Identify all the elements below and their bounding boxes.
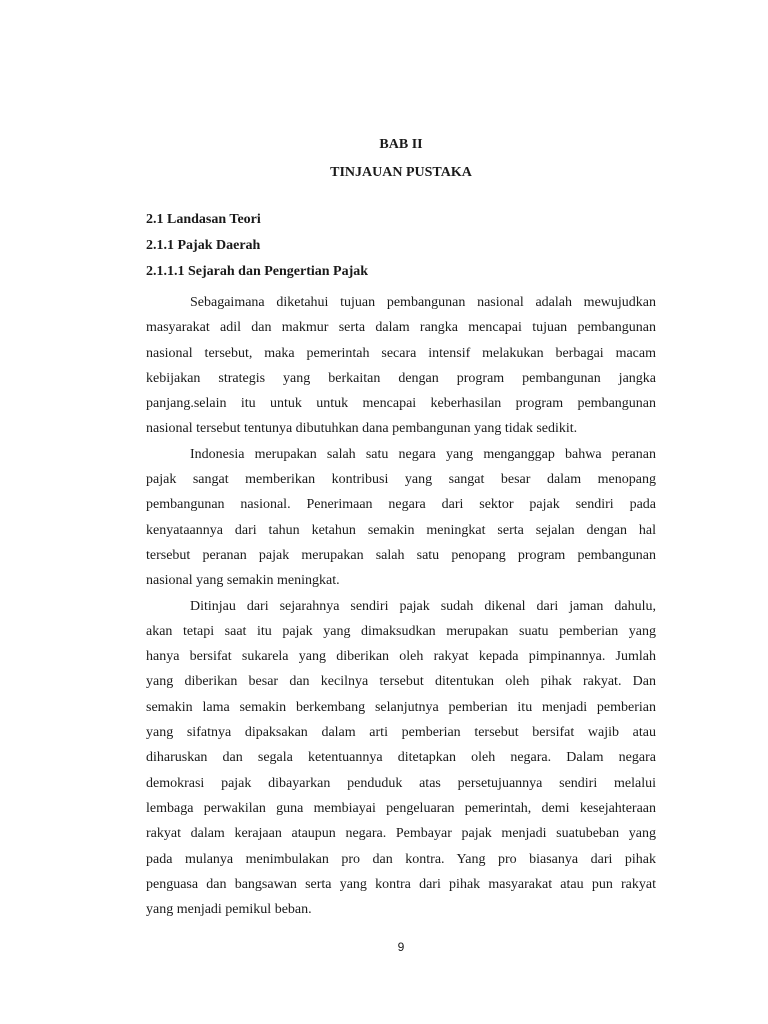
page-number: 9 [397,940,405,954]
paragraph-line: pajak sangat memberikan kontribusi yang sangat besar dalam menopang [146,472,656,488]
chapter-number: BAB II [379,137,423,152]
paragraph-3 [146,594,656,923]
paragraph-line: akan tetapi saat itu pajak yang dimaksudkan merupakan suatu pemberian yang [146,623,656,639]
section-heading-2-1: 2.1 Landasan Teori [146,212,261,227]
paragraph-line: rakyat dalam kerajaan ataupun negara. Pembayar pajak menjadi suatubeban yang [146,826,656,842]
paragraph-line: nasional tersebut tentunya dibutuhkan dana pembangunan yang tidak sedikit. [146,421,578,437]
paragraph-line: pembangunan nasional. Penerimaan negara dari sektor pajak sendiri pada [146,497,656,513]
paragraph-line: masyarakat adil dan makmur serta dalam rangka mencapai tujuan pembangunan [146,320,656,336]
paragraph-line: yang diberikan besar dan kecilnya tersebut ditentukan oleh pihak rakyat. Dan [146,674,656,690]
paragraph-line: penguasa dan bangsawan serta yang kontra dari pihak masyarakat atau pun rakyat [146,876,656,892]
paragraph-line: pada mulanya menimbulakan pro dan kontra. Yang pro biasanya dari pihak [146,851,656,867]
paragraph-line: Sebagaimana diketahui tujuan pembangunan nasional adalah mewujudkan [190,295,656,310]
section-heading-2-1-1: 2.1.1 Pajak Daerah [146,238,261,253]
paragraph-line: Ditinjau dari sejarahnya sendiri pajak sudah dikenal dari jaman dahulu, [190,598,656,614]
paragraph-line: semakin lama semakin berkembang selanjutnya pemberian itu menjadi pemberian [146,699,656,715]
chapter-title: TINJAUAN PUSTAKA [330,165,472,180]
paragraph-line: tersebut peranan pajak merupakan salah satu penopang program pembangunan [146,547,656,563]
paragraph-1 [146,290,656,442]
paragraph-line: Indonesia merupakan salah satu negara yang menganggap bahwa peranan [190,446,656,462]
body-text [146,290,656,922]
paragraph-line: kenyataannya dari tahun ketahun semakin meningkat serta sejalan dengan hal [146,522,656,538]
paragraph-line: kebijakan strategis yang berkaitan dengan program pembangunan jangka [146,370,656,386]
paragraph-line: diharuskan dan segala ketentuannya ditetapkan oleh negara. Dalam negara [146,750,656,766]
paragraph-line: panjang.selain itu untuk untuk mencapai keberhasilan program pembangunan [146,396,656,412]
paragraph-line: hanya bersifat sukarela yang diberikan oleh rakyat kepada pimpinannya. Jumlah [146,649,656,665]
paragraph-line: yang sifatnya dipaksakan dalam arti pemberian tersebut bersifat wajib atau [146,725,656,741]
paragraph-line: nasional tersebut, maka pemerintah secara intensif melakukan berbagai macam [146,345,656,361]
section-heading-2-1-1-1: 2.1.1.1 Sejarah dan Pengertian Pajak [146,264,369,279]
paragraph-line: lembaga perwakilan guna membiayai pengeluaran pemerintah, demi kesejahteraan [146,800,656,816]
paragraph-line: yang menjadi pemikul beban. [146,902,312,918]
paragraph-line: nasional yang semakin meningkat. [146,573,340,589]
paragraph-2 [146,442,656,594]
paragraph-line: demokrasi pajak dibayarkan penduduk atas persetujuannya sendiri melalui [146,775,656,791]
